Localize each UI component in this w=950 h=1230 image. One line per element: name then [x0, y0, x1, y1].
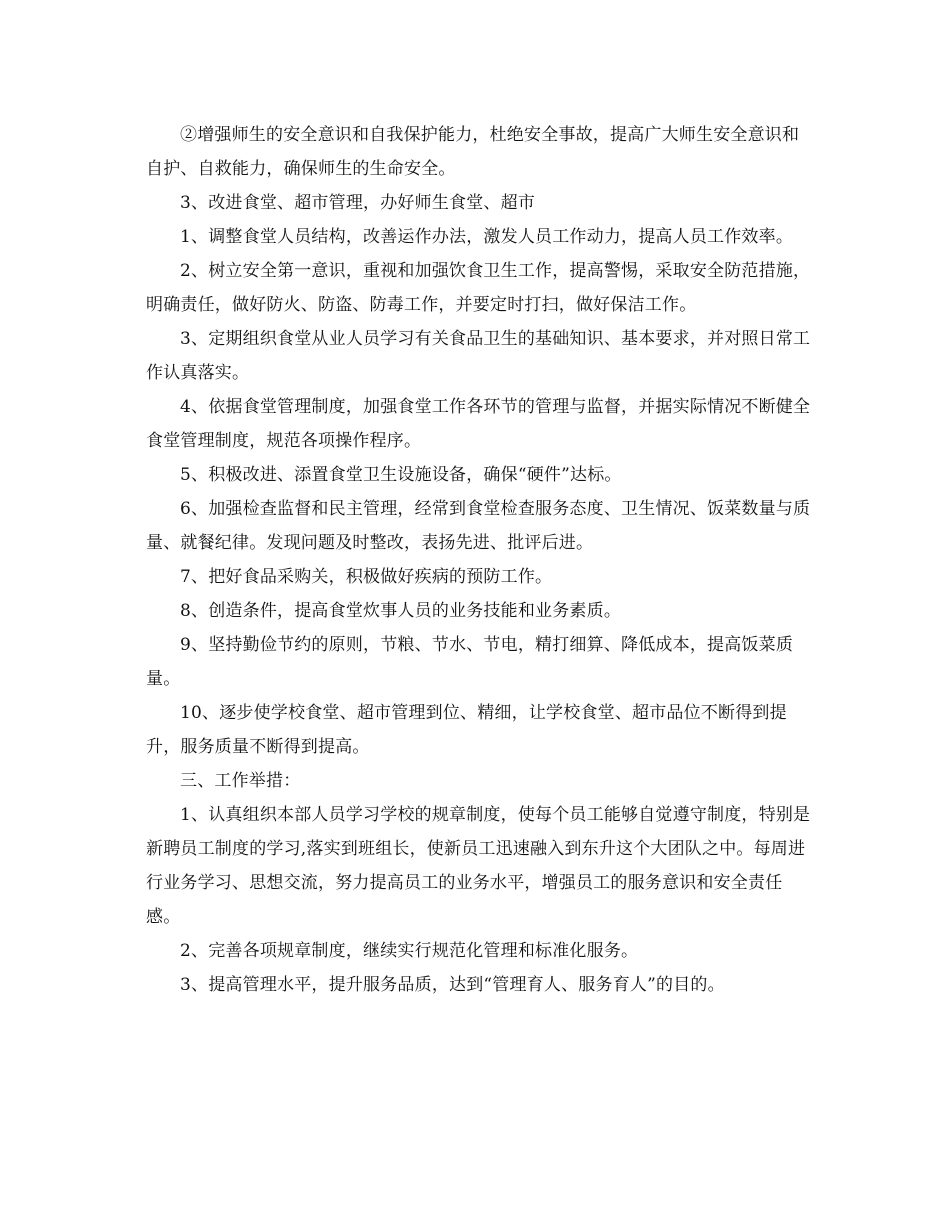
paragraph-item-10: 10、逐步使学校食堂、超市管理到位、精细，让学校食堂、超市品位不断得到提升，服务质量不断得到提高。	[146, 703, 787, 757]
section-heading-measures: 三、工作举措：	[180, 771, 301, 791]
document-body	[146, 118, 814, 1002]
paragraph-item-4: 4、依据食堂管理制度，加强食堂工作各环节的管理与监督，并据实际情况不断健全食堂管理制度，规范各项操作程序。	[146, 397, 811, 451]
paragraph-safety-awareness: ②增强师生的安全意识和自我保护能力，杜绝安全事故，提高广大师生安全意识和自护、自救能力，确保师生的生命安全。	[146, 125, 800, 179]
paragraph-item-6: 6、加强检查监督和民主管理，经常到食堂检查服务态度、卫生情况、饭菜数量与质量、就餐纪律。发现问题及时整改，表扬先进、批评后进。	[146, 499, 811, 553]
paragraph-item-5: 5、积极改进、添置食堂卫生设施设备，确保“硬件”达标。	[180, 465, 622, 485]
paragraph-item-3: 3、定期组织食堂从业人员学习有关食品卫生的基础知识、基本要求，并对照日常工作认真落实。	[146, 329, 811, 383]
paragraph-item-7: 7、把好食品采购关，积极做好疾病的预防工作。	[180, 567, 553, 587]
paragraph-measure-2: 2、完善各项规章制度，继续实行规范化管理和标准化服务。	[180, 941, 639, 961]
paragraph-item-2: 2、树立安全第一意识，重视和加强饮食卫生工作，提高警惕，采取安全防范措施，明确责任，做好防火、防盗、防毒工作，并要定时打扫，做好保洁工作。	[146, 261, 811, 315]
paragraph-item-1: 1、调整食堂人员结构，改善运作办法，激发人员工作动力，提高人员工作效率。	[180, 227, 794, 247]
paragraph-item-9: 9、坚持勤俭节约的原则，节粮、节水、节电，精打细算、降低成本，提高饭菜质量。	[146, 635, 794, 689]
paragraph-canteen-heading: 3、改进食堂、超市管理，办好师生食堂、超市	[180, 193, 536, 213]
paragraph-measure-3: 3、提高管理水平，提升服务品质，达到“管理育人、服务育人”的目的。	[180, 975, 725, 995]
paragraph-item-8: 8、创造条件，提高食堂炊事人员的业务技能和业务素质。	[180, 601, 622, 621]
paragraph-measure-1: 1、认真组织本部人员学习学校的规章制度，使每个员工能够自觉遵守制度，特别是新聘员工制度的学习,落实到班组长，使新员工迅速融入到东升这个大团队之中。每周进行业务学习、思想交流，努力提高员工的业务水平，增强员工的服务意识和安全责任感。	[146, 805, 811, 927]
